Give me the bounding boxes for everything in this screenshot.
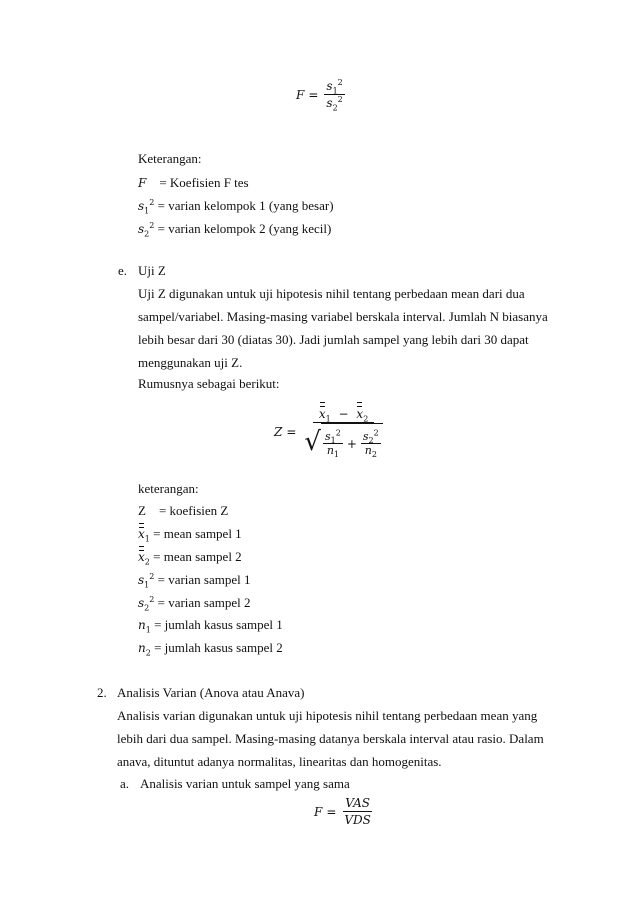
legend-item-s1: $s_1^2$ = varian kelompok 1 (yang besar) (138, 198, 334, 216)
paragraph-line: menggunakan uji Z. (138, 355, 243, 370)
formula-f-variance (296, 78, 345, 111)
legend-item-x1: $x_1$ = mean sampel 1 (138, 526, 242, 544)
legend-item-f: F = Koefisien F tes (138, 175, 249, 190)
formula-equals: = (286, 424, 297, 439)
paragraph-line: lebih dari dua sampel. Masing-masing datanya berskala interval atau rasio. Dalam (117, 731, 544, 746)
section-e-title: Uji Z (138, 263, 166, 278)
formula-lhs: Z (274, 424, 283, 439)
section-e-marker: e. (118, 263, 128, 278)
section-2-marker: 2. (97, 685, 107, 700)
legend-item-x2: $x_2$ = mean sampel 2 (138, 549, 242, 567)
legend-item-z: Z = koefisien Z (138, 503, 229, 518)
paragraph-line: sampel/variabel. Masing-masing variabel berskala interval. Jumlah N biasanya (138, 309, 548, 324)
formula-equals: = (308, 87, 319, 102)
formula-lhs: F (314, 804, 323, 819)
fraction-denominator (302, 423, 384, 461)
fraction-denominator: $s_2^2$ (326, 95, 343, 113)
legend-item-s1: $s_1^2$ = varian sampel 1 (138, 572, 251, 590)
formula-fraction (342, 795, 373, 828)
paragraph-line: Analisis varian digunakan untuk uji hipotesis nihil tentang perbedaan mean yang (117, 708, 538, 723)
legend-item-s2: $s_2^2$ = varian kelompok 2 (yang kecil) (138, 221, 332, 239)
square-root: √ $\frac{s_1^2}{n_1}$ + $\frac{s_2^2}{n_2}$ (304, 423, 382, 461)
section-2-title: Analisis Varian (Anova atau Anava) (117, 685, 305, 700)
fraction-numerator: $x_1 - x_2$ (313, 402, 374, 423)
legend-item-n1: $n_1$ = jumlah kasus sampel 1 (138, 617, 283, 635)
formula-fraction (324, 78, 344, 111)
keterangan-heading: Keterangan: (138, 151, 202, 166)
paragraph-line: Rumusnya sebagai berikut: (138, 376, 280, 391)
fraction-numerator: $s_1^2$ (326, 78, 343, 96)
paragraph-line: anava, dituntut adanya normalitas, linearitas dan homogenitas. (117, 754, 442, 769)
formula-fraction (302, 402, 384, 461)
formula-z (274, 402, 385, 461)
fraction-numerator: VAS (345, 796, 371, 810)
legend-item-s2: $s_2^2$ = varian sampel 2 (138, 595, 251, 613)
section-2a-marker: a. (120, 776, 130, 791)
legend-item-n2: $n_2$ = jumlah kasus sampel 2 (138, 640, 283, 658)
fraction-denominator: VDS (344, 813, 371, 827)
paragraph-line: Uji Z digunakan untuk uji hipotesis nihil tentang perbedaan mean dari dua (138, 286, 525, 301)
keterangan-heading: keterangan: (138, 481, 199, 496)
paragraph-line: lebih besar dari 30 (diatas 30). Jadi jumlah sampel yang lebih dari 30 dapat (138, 332, 529, 347)
section-2a-title: Analisis varian untuk sampel yang sama (140, 776, 350, 791)
formula-lhs: F (296, 87, 305, 102)
formula-anova (314, 795, 373, 828)
formula-equals: = (326, 804, 337, 819)
